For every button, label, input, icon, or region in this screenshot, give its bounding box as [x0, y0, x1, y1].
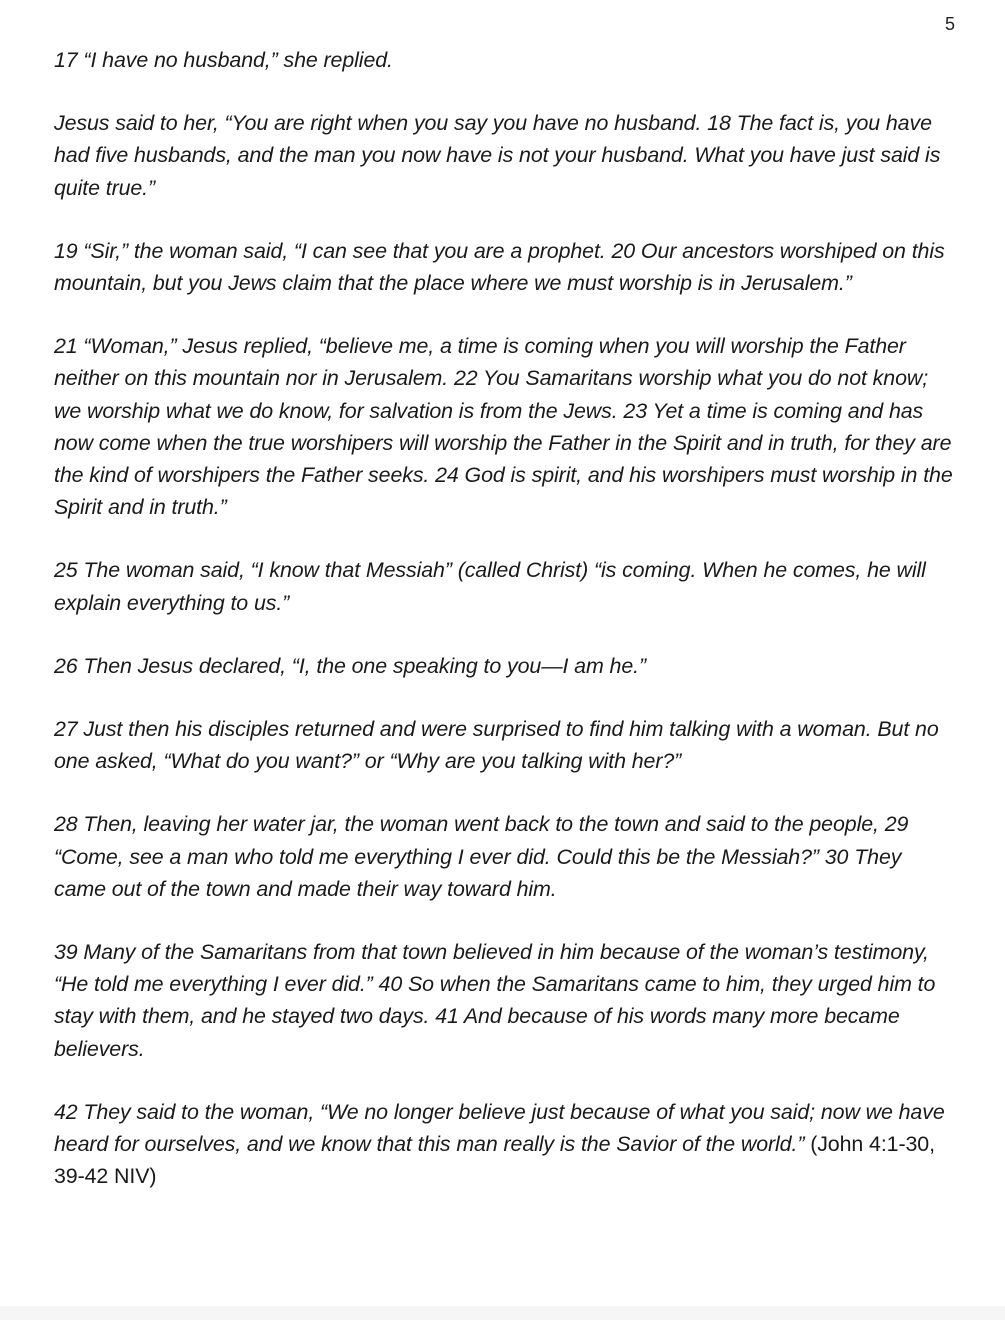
page-body	[54, 44, 959, 1223]
paragraph-verse-42	[54, 1096, 959, 1193]
page-bottom-edge	[0, 1306, 1005, 1320]
paragraph-verse-17: 17 “I have no husband,” she replied.	[54, 48, 393, 72]
verse-42-text: 42 They said to the woman, “We no longer believe just because of what you said; now we have heard for ourselves, and we know that this man really is the Savior of the world.”	[54, 1099, 945, 1157]
scripture-reference: (John 4:1-30, 39-42 NIV)	[54, 1132, 935, 1189]
paragraph-verses-17-18: Jesus said to her, “You are right when you say you have no husband. 18 The fact is, you have had five husbands, and the man you now have is not your husband. What you have just said is quite true.”	[54, 111, 941, 200]
paragraph-verse-25: 25 The woman said, “I know that Messiah” (called Christ) “is coming. When he comes, he will explain everything to us.”	[54, 558, 926, 615]
paragraph-verses-19-20: 19 “Sir,” the woman said, “I can see that you are a prophet. 20 Our ancestors worshiped on this mountain, but you Jews claim that the place where we must worship is in Jerusalem.”	[54, 238, 945, 296]
paragraph-verse-27: 27 Just then his disciples returned and were surprised to find him talking with a woman. But no one asked, “What do you want?” or “Why are you talking with her?”	[54, 717, 939, 774]
page-number: 5	[944, 14, 955, 34]
paragraph-verses-21-24: 21 “Woman,” Jesus replied, “believe me, a time is coming when you will worship the Father neither on this mountain nor in Jerusalem. 22 You Samaritans worship what you do not know; we worship what we do know, for salvation is from the Jews. 23 Yet a time is coming and has now come when the true worshipers will worship the Father in the Spirit and in truth, for they are the kind of worshipers the Father seeks. 24 God is spirit, and his worshipers must worship in the Spirit and in truth.”	[54, 334, 953, 520]
paragraph-verses-28-30: 28 Then, leaving her water jar, the woman went back to the town and said to the people, 29 “Come, see a man who told me everything I ever did. Could this be the Messiah?” 30 They came out of the town and made their way toward him.	[54, 812, 909, 901]
paragraph-verse-26: 26 Then Jesus declared, “I, the one speaking to you—I am he.”	[54, 653, 646, 678]
paragraph-verses-39-41: 39 Many of the Samaritans from that town believed in him because of the woman’s testimony, “He told me everything I ever did.” 40 So when the Samaritans came to him, they urged him to stay with them, and he stayed two days. 41 And because of his words many more became believers.	[54, 940, 936, 1061]
